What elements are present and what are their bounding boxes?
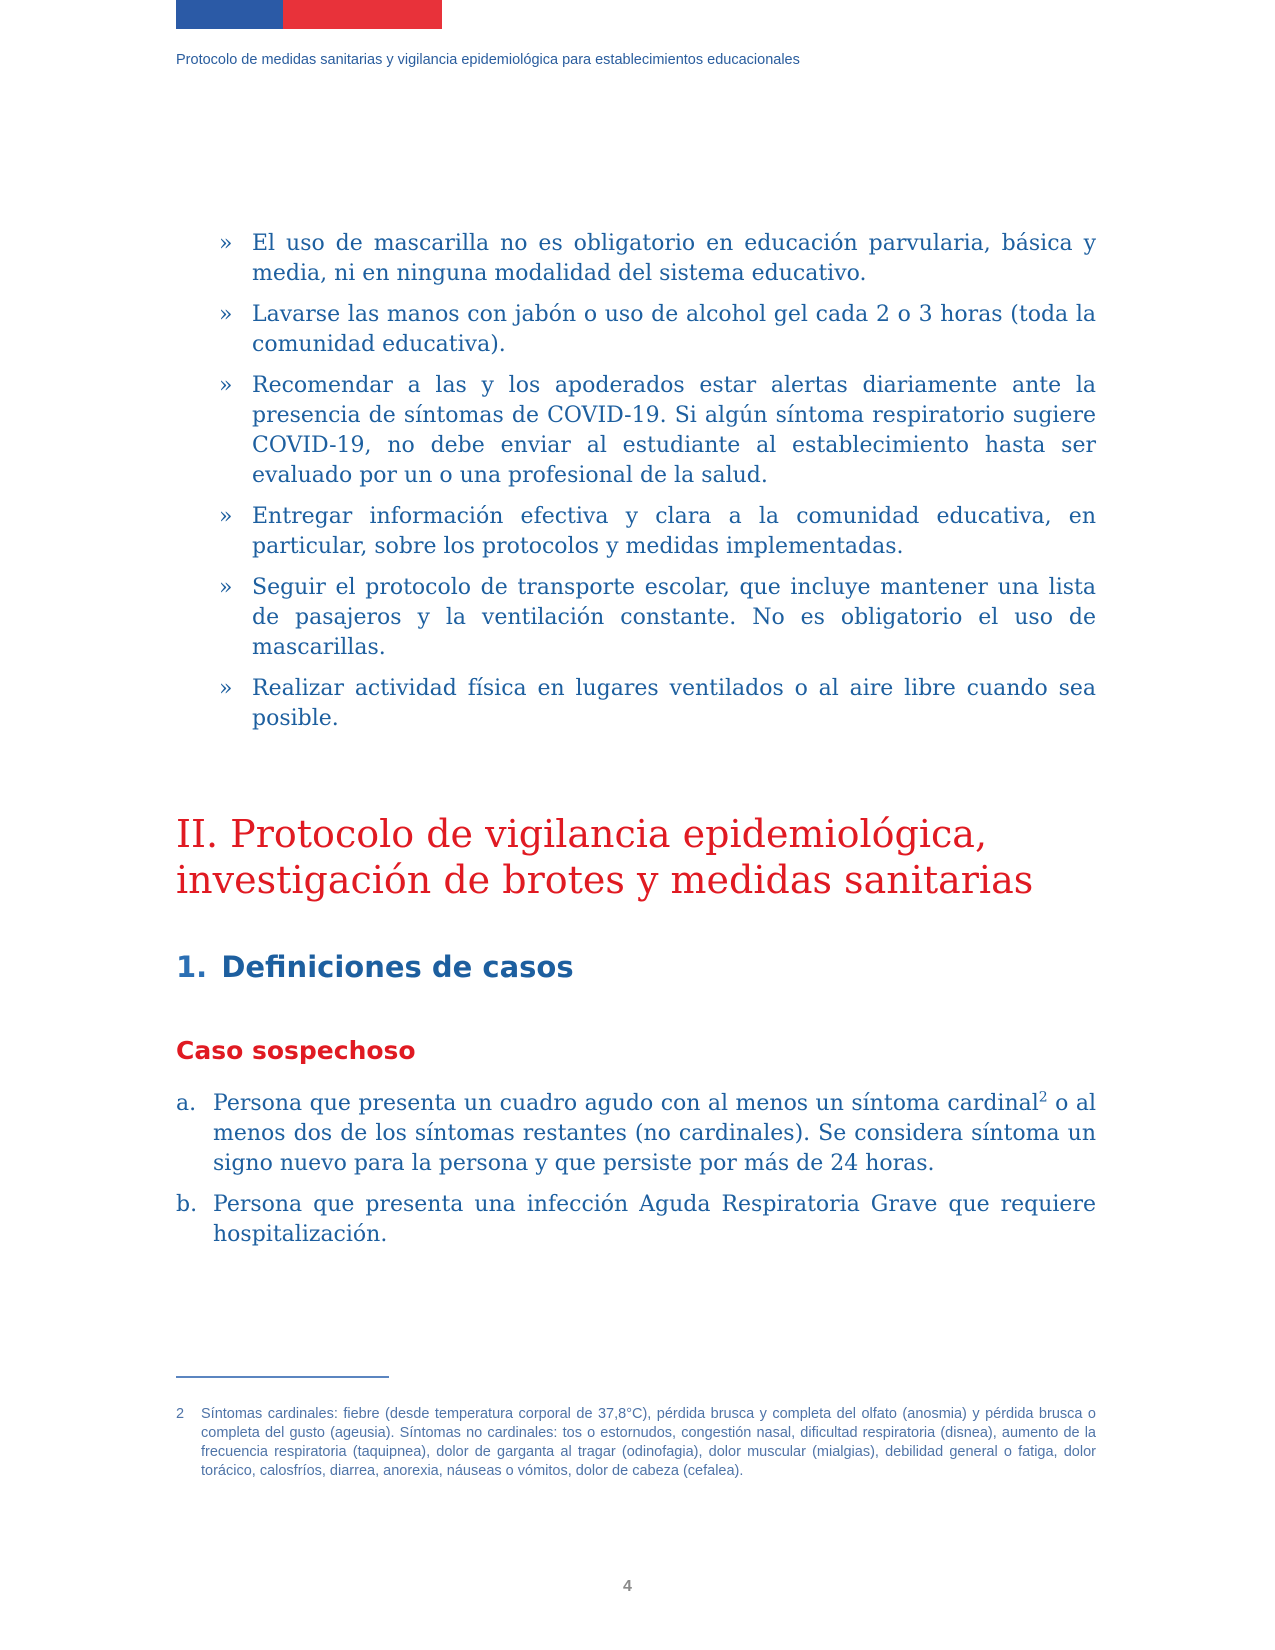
list-item — [176, 300, 1096, 360]
measures-list — [176, 229, 1096, 745]
bullet-marker: » — [219, 575, 233, 600]
footnote-divider — [176, 1376, 389, 1378]
item-marker: a. — [176, 1091, 197, 1116]
footnote-text: Síntomas cardinales: fiebre (desde temperatura corporal de 37,8°C), pérdida brusca y completa del olfato (anosmia) y pérdida brusca o completa del gusto (ageusia). Síntomas no cardinales: tos o estornudos, congestión nasal, dificultad respiratoria (disnea), aumento de la frecuencia respiratoria (taquipnea), dolor de garganta al tragar (odinofagia), dolor muscular (mialgias), debilidad general o fatiga, dolor torácico, calosfríos, diarrea, anorexia, náuseas o vómitos, dolor de cabeza (cefalea). — [201, 1406, 1096, 1479]
definition-text-rest: o al menos dos de los síntomas restantes (no cardinales). Se considera síntoma un signo nuevo para la persona y que persiste por más de 24 horas. — [213, 1091, 1096, 1176]
list-item — [176, 229, 1096, 289]
section-title: II. Protocolo de vigilancia epidemiológica, investigación de brotes y medidas sanitarias — [176, 812, 1034, 902]
definition-text-start: Persona que presenta un cuadro agudo con al menos un síntoma cardinal — [213, 1091, 1039, 1116]
list-item-text: Realizar actividad física en lugares ventilados o al aire libre cuando sea posible. — [252, 676, 1096, 731]
bullet-marker: » — [219, 231, 233, 256]
bullet-marker: » — [219, 676, 233, 701]
subsection-title — [176, 950, 574, 984]
list-item — [176, 674, 1096, 734]
bullet-marker: » — [219, 373, 233, 398]
list-item — [176, 1089, 1096, 1179]
list-item-text: El uso de mascarilla no es obligatorio en educación parvularia, básica y media, ni en ninguna modalidad del sistema educativo. — [252, 231, 1096, 286]
list-item — [176, 502, 1096, 562]
flag-stripe — [176, 0, 442, 29]
running-header: Protocolo de medidas sanitarias y vigilancia epidemiológica para establecimientos educacionales — [176, 52, 800, 68]
footnote-ref[interactable]: 2 — [1038, 1089, 1048, 1106]
flag-red-band — [283, 0, 442, 29]
list-item — [176, 573, 1096, 663]
list-item-text: Seguir el protocolo de transporte escolar, que incluye mantener una lista de pasajeros y la ventilación constante. No es obligatorio el uso de mascarillas. — [252, 575, 1096, 660]
flag-blue-band — [176, 0, 283, 29]
list-item-text: Entregar información efectiva y clara a la comunidad educativa, en particular, sobre los protocolos y medidas implementadas. — [252, 504, 1096, 559]
subsection-number: 1. — [176, 950, 208, 984]
subsection-label: Definiciones de casos — [221, 950, 574, 984]
definitions-list — [176, 1089, 1096, 1261]
bullet-marker: » — [219, 504, 233, 529]
bullet-marker: » — [219, 302, 233, 327]
caso-sospechoso-title: Caso sospechoso — [176, 1036, 416, 1065]
definition-text — [213, 1091, 1096, 1176]
list-item — [176, 1190, 1096, 1250]
page-number: 4 — [623, 1578, 632, 1595]
item-marker: b. — [176, 1192, 198, 1217]
list-item-text: Recomendar a las y los apoderados estar alertas diariamente ante la presencia de síntomas de COVID-19. Si algún síntoma respiratorio sugiere COVID-19, no debe enviar al estudiante al establecimiento hasta ser evaluado por un o una profesional de la salud. — [252, 373, 1096, 488]
list-item-text: Lavarse las manos con jabón o uso de alcohol gel cada 2 o 3 horas (toda la comunidad educativa). — [252, 302, 1096, 357]
list-item — [176, 371, 1096, 491]
footnote — [176, 1405, 1096, 1481]
definition-text: Persona que presenta una infección Aguda Respiratoria Grave que requiere hospitalización. — [213, 1192, 1096, 1247]
footnote-number: 2 — [176, 1406, 185, 1422]
